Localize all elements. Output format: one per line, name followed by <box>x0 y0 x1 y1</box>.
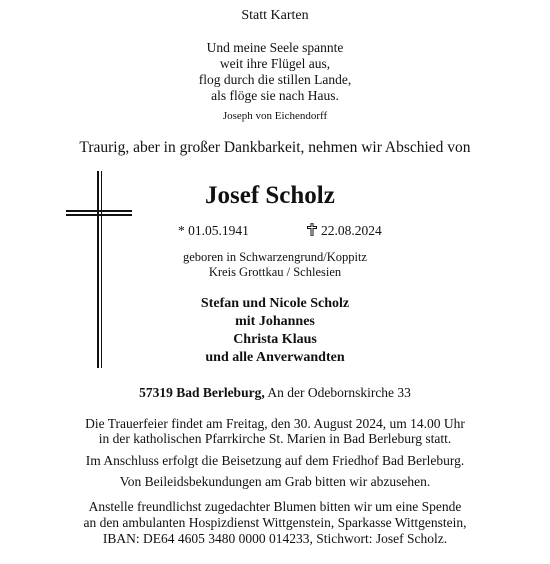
mourner-line: und alle Anverwandten <box>205 350 345 365</box>
donation-line: an den ambulanten Hospizdienst Wittgenstein, Sparkasse Wittgenstein, <box>83 515 467 530</box>
address-city: 57319 Bad Berleburg, <box>139 385 265 400</box>
birthplace-line: geboren in Schwarzengrund/Koppitz <box>183 250 367 264</box>
deceased-name: Josef Scholz <box>205 182 335 209</box>
burial-info: Im Anschluss erfolgt die Beisetzung auf dem Friedhof Bad Berleburg. <box>85 453 465 468</box>
donation-line: Anstelle freundlichst zugedachter Blumen bitten wir um eine Spende <box>88 499 462 514</box>
funeral-info-line: Die Trauerfeier findet am Freitag, den 30. August 2024, um 14.00 Uhr <box>85 416 465 431</box>
condolences-note: Von Beileidsbekundungen am Grab bitten wir abzusehen. <box>119 474 431 489</box>
address <box>0 385 550 401</box>
mourner-line: Stefan und Nicole Scholz <box>200 296 350 311</box>
poem-line: als flöge sie nach Haus. <box>211 88 339 103</box>
death-date: 22.08.2024 <box>321 223 382 238</box>
birth-date: * 01.05.1941 <box>178 223 249 238</box>
mourner-line: mit Johannes <box>235 314 315 329</box>
address-street: An der Odebornskirche 33 <box>267 385 411 400</box>
donation-line: IBAN: DE64 4605 3480 0000 014233, Stichwort: Josef Scholz. <box>102 531 448 546</box>
poem-line: weit ihre Flügel aus, <box>219 56 331 71</box>
poem-author: Joseph von Eichendorff <box>222 110 328 122</box>
cross-icon <box>307 223 317 236</box>
poem-line: Und meine Seele spannte <box>206 40 344 55</box>
poem-line: flog durch die stillen Lande, <box>198 72 352 87</box>
funeral-info-line: in der katholischen Pfarrkirche St. Marien in Bad Berleburg statt. <box>98 431 452 446</box>
death-date-group <box>307 223 382 239</box>
intro-text: Traurig, aber in großer Dankbarkeit, nehmen wir Abschied von <box>79 139 471 156</box>
birthplace-line: Kreis Grottkau / Schlesien <box>208 265 342 279</box>
mourner-line: Christa Klaus <box>233 332 317 347</box>
statt-karten-heading: Statt Karten <box>241 8 309 23</box>
